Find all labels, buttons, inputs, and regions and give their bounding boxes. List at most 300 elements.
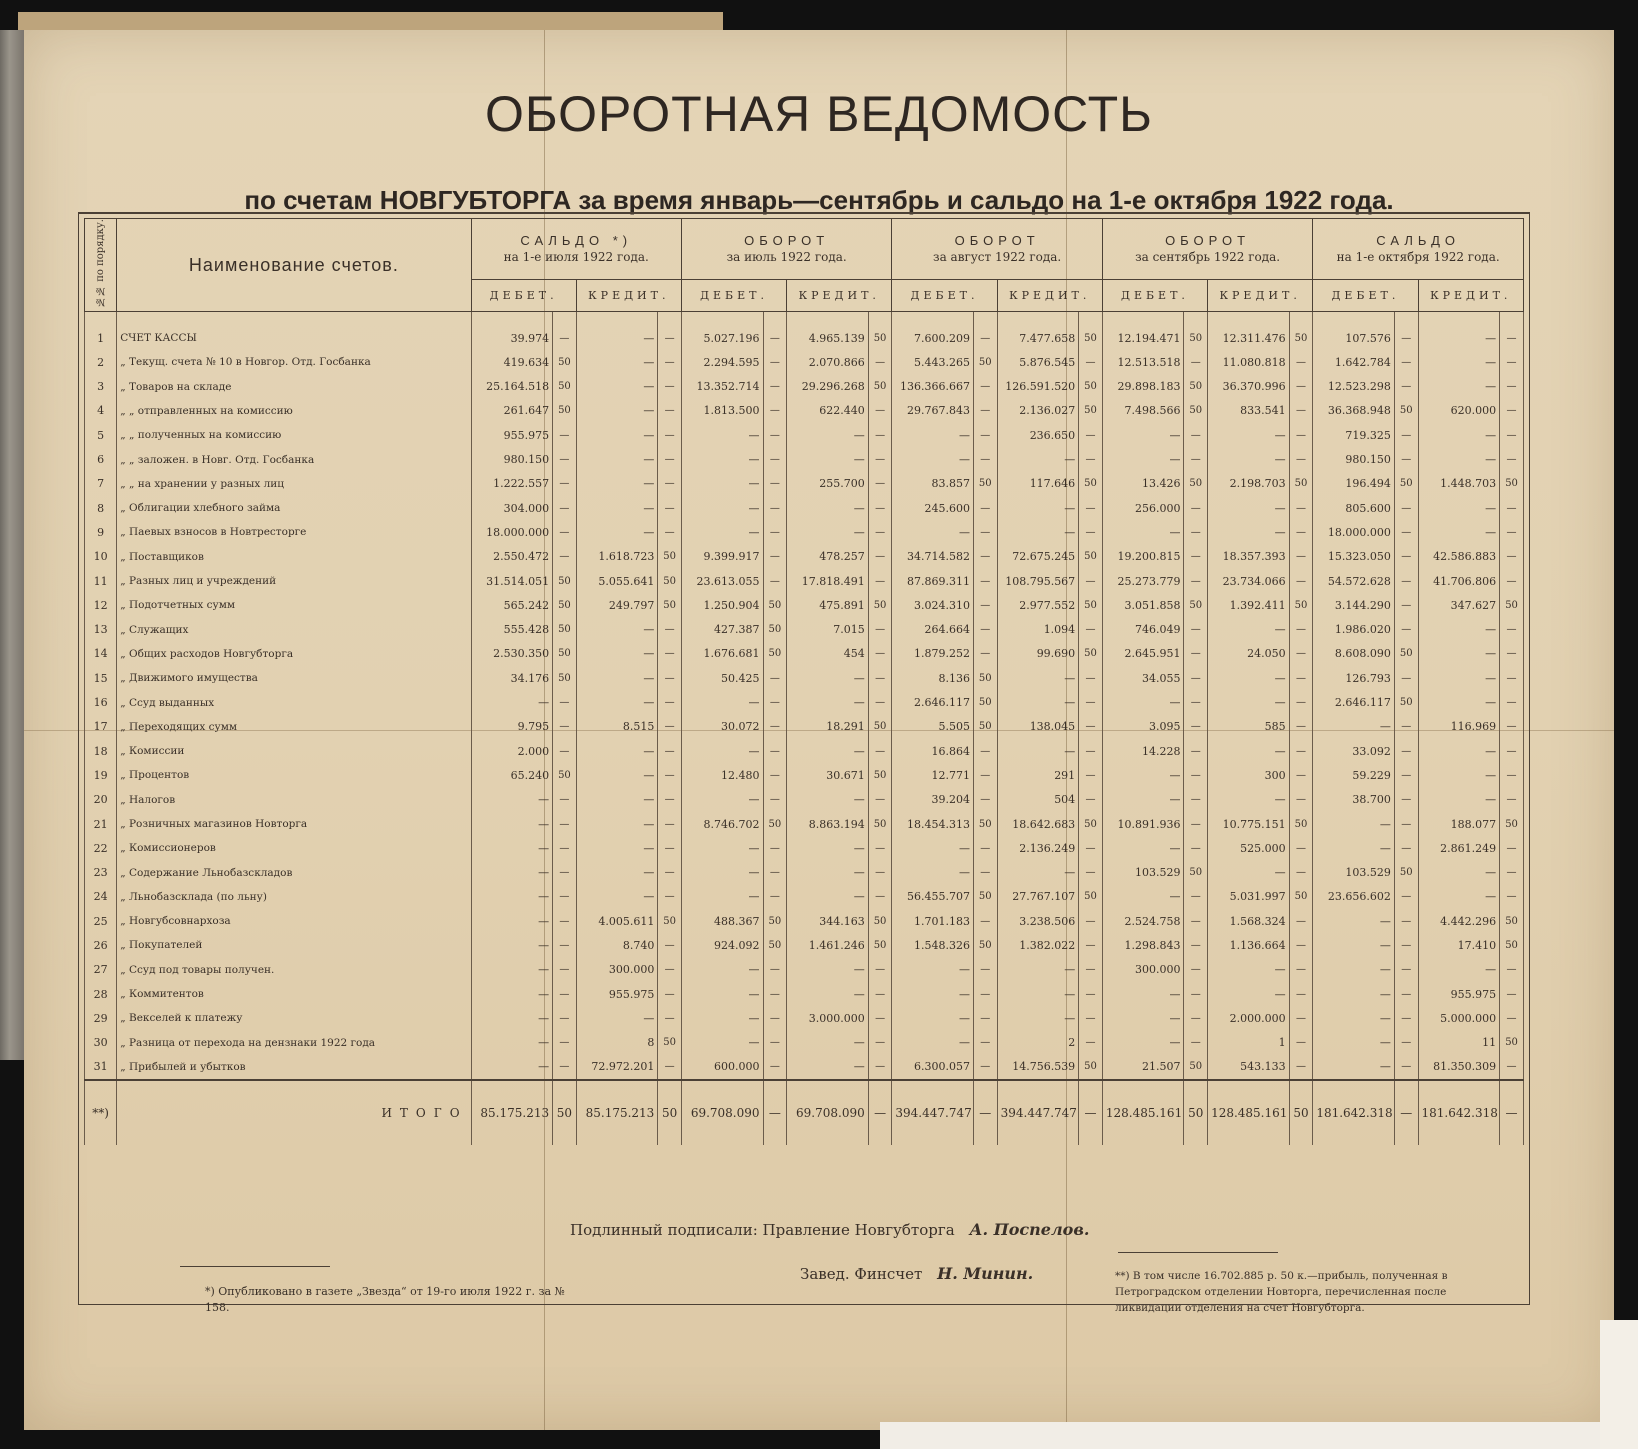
amount-cell: — — [1208, 666, 1290, 690]
amount-cell: 622.440 — [787, 399, 869, 423]
table-row — [85, 885, 1524, 909]
kopecks-cell: — — [973, 788, 997, 812]
amount-cell: 8.863.194 — [787, 812, 869, 836]
kopecks-cell: — — [1184, 423, 1208, 447]
kopecks-cell: 50 — [973, 933, 997, 957]
total-amount: 128.485.161 — [1102, 1080, 1184, 1145]
kopecks-cell: — — [1500, 1055, 1524, 1080]
kopecks-cell: — — [1289, 690, 1313, 714]
kopecks-cell: 50 — [553, 617, 577, 641]
amount-cell: 7.600.209 — [892, 326, 974, 350]
amount-cell: 1.382.022 — [997, 933, 1079, 957]
kopecks-cell: 50 — [868, 763, 892, 787]
kopecks-cell: — — [553, 812, 577, 836]
amount-cell: — — [1418, 520, 1500, 544]
kopecks-cell: — — [553, 520, 577, 544]
kopecks-cell: — — [1394, 1006, 1418, 1030]
kopecks-cell: — — [973, 860, 997, 884]
kopecks-cell: — — [1184, 545, 1208, 569]
amount-cell: — — [1313, 812, 1395, 836]
kopecks-cell: 50 — [763, 642, 787, 666]
kopecks-cell: — — [973, 569, 997, 593]
amount-cell: 54.572.628 — [1313, 569, 1395, 593]
amount-cell: — — [1313, 1006, 1395, 1030]
account-name: „ Разница от перехода на дензнаки 1922 года — [117, 1031, 471, 1055]
amount-cell: — — [1313, 958, 1395, 982]
table-row — [85, 1031, 1524, 1055]
kopecks-cell: 50 — [1500, 593, 1524, 617]
kopecks-cell: 50 — [658, 909, 682, 933]
amount-cell: — — [1208, 690, 1290, 714]
header-account-name: Наименование счетов. — [117, 219, 471, 312]
kopecks-cell: — — [1184, 617, 1208, 641]
kopecks-cell: — — [973, 375, 997, 399]
amount-cell: 1.676.681 — [681, 642, 763, 666]
kopecks-cell: — — [973, 982, 997, 1006]
amount-cell: 5.055.641 — [576, 569, 658, 593]
kopecks-cell: — — [868, 496, 892, 520]
amount-cell: — — [576, 399, 658, 423]
kopecks-cell: — — [1079, 860, 1103, 884]
signature-caption: Подлинный подписали: Правление Новгубторга — [570, 1221, 955, 1239]
kopecks-cell: — — [553, 472, 577, 496]
kopecks-cell: 50 — [1184, 593, 1208, 617]
amount-cell: — — [1102, 885, 1184, 909]
amount-cell: 108.795.567 — [997, 569, 1079, 593]
row-number: 14 — [85, 642, 117, 666]
kopecks-cell: — — [658, 739, 682, 763]
amount-cell: 1 — [1208, 1031, 1290, 1055]
kopecks-cell: — — [1394, 1055, 1418, 1080]
kopecks-cell: — — [658, 350, 682, 374]
amount-cell: 136.366.667 — [892, 375, 974, 399]
kopecks-cell: 50 — [553, 399, 577, 423]
amount-cell: 2.000 — [471, 739, 553, 763]
amount-cell: 2.550.472 — [471, 545, 553, 569]
amount-cell: — — [787, 885, 869, 909]
kopecks-cell: — — [1079, 666, 1103, 690]
amount-cell: 12.513.518 — [1102, 350, 1184, 374]
amount-cell: 1.813.500 — [681, 399, 763, 423]
kopecks-cell: — — [1289, 933, 1313, 957]
amount-cell: 565.242 — [471, 593, 553, 617]
amount-cell: 11.080.818 — [1208, 350, 1290, 374]
amount-cell: 117.646 — [997, 472, 1079, 496]
amount-cell: 2.000.000 — [1208, 1006, 1290, 1030]
kopecks-cell: — — [658, 836, 682, 860]
kopecks-cell: — — [1289, 788, 1313, 812]
amount-cell: — — [787, 666, 869, 690]
kopecks-cell: — — [1289, 715, 1313, 739]
kopecks-cell: — — [1394, 617, 1418, 641]
header-debit: ДЕБЕТ. — [1102, 280, 1207, 312]
amount-cell: 4.442.296 — [1418, 909, 1500, 933]
kopecks-cell: — — [1184, 569, 1208, 593]
amount-cell: — — [787, 788, 869, 812]
kopecks-cell: — — [868, 885, 892, 909]
amount-cell: — — [997, 690, 1079, 714]
table-row — [85, 860, 1524, 884]
kopecks-cell: 50 — [553, 593, 577, 617]
row-number: 6 — [85, 447, 117, 471]
amount-cell: 1.392.411 — [1208, 593, 1290, 617]
kopecks-cell: 50 — [1500, 472, 1524, 496]
amount-cell: — — [1208, 982, 1290, 1006]
amount-cell: 5.443.265 — [892, 350, 974, 374]
kopecks-cell: 50 — [1079, 375, 1103, 399]
kopecks-cell: — — [658, 520, 682, 544]
amount-cell: 72.972.201 — [576, 1055, 658, 1080]
header-debit: ДЕБЕТ. — [471, 280, 576, 312]
kopecks-cell: 50 — [1394, 399, 1418, 423]
kopecks-cell: — — [763, 836, 787, 860]
account-name: „ Налогов — [117, 788, 471, 812]
account-name: „ Розничных магазинов Новторга — [117, 812, 471, 836]
kopecks-cell: — — [658, 472, 682, 496]
account-name: „ Облигации хлебного займа — [117, 496, 471, 520]
table-row — [85, 399, 1524, 423]
kopecks-cell: 50 — [868, 715, 892, 739]
kopecks-cell: — — [658, 860, 682, 884]
amount-cell: 18.357.393 — [1208, 545, 1290, 569]
row-number: 12 — [85, 593, 117, 617]
amount-cell: — — [471, 690, 553, 714]
total-kopecks: — — [973, 1080, 997, 1145]
kopecks-cell: — — [1184, 763, 1208, 787]
kopecks-cell: — — [553, 788, 577, 812]
amount-cell: 8.608.090 — [1313, 642, 1395, 666]
kopecks-cell: — — [1079, 496, 1103, 520]
amount-cell: — — [997, 520, 1079, 544]
amount-cell: 504 — [997, 788, 1079, 812]
kopecks-cell: — — [763, 690, 787, 714]
kopecks-cell: 50 — [1289, 885, 1313, 909]
amount-cell: 196.494 — [1313, 472, 1395, 496]
kopecks-cell: 50 — [658, 593, 682, 617]
kopecks-cell: 50 — [553, 642, 577, 666]
amount-cell: 1.136.664 — [1208, 933, 1290, 957]
amount-cell: — — [681, 423, 763, 447]
amount-cell: 555.428 — [471, 617, 553, 641]
kopecks-cell: 50 — [1500, 933, 1524, 957]
amount-cell: 1.298.843 — [1102, 933, 1184, 957]
kopecks-cell: — — [1500, 496, 1524, 520]
kopecks-cell: 50 — [868, 593, 892, 617]
table-row — [85, 1006, 1524, 1030]
kopecks-cell: — — [763, 666, 787, 690]
amount-cell: — — [997, 447, 1079, 471]
amount-cell: 17.410 — [1418, 933, 1500, 957]
amount-cell: — — [1208, 423, 1290, 447]
amount-cell: — — [681, 1006, 763, 1030]
amount-cell: 36.370.996 — [1208, 375, 1290, 399]
amount-cell: — — [471, 885, 553, 909]
kopecks-cell: 50 — [1394, 642, 1418, 666]
amount-cell: 41.706.806 — [1418, 569, 1500, 593]
amount-cell: — — [681, 860, 763, 884]
amount-cell: 18.454.313 — [892, 812, 974, 836]
kopecks-cell: — — [1394, 715, 1418, 739]
amount-cell: 72.675.245 — [997, 545, 1079, 569]
kopecks-cell: 50 — [553, 350, 577, 374]
signature-board — [570, 1220, 1089, 1239]
amount-cell: — — [1102, 836, 1184, 860]
amount-cell: 3.144.290 — [1313, 593, 1395, 617]
amount-cell: 21.507 — [1102, 1055, 1184, 1080]
kopecks-cell: — — [1289, 545, 1313, 569]
amount-cell: — — [1418, 763, 1500, 787]
amount-cell: — — [892, 836, 974, 860]
account-name: „ Разных лиц и учреждений — [117, 569, 471, 593]
row-number: 29 — [85, 1006, 117, 1030]
account-name: „ Векселей к платежу — [117, 1006, 471, 1030]
amount-cell: — — [576, 423, 658, 447]
amount-cell: 300.000 — [576, 958, 658, 982]
amount-cell: — — [1418, 958, 1500, 982]
table-row — [85, 375, 1524, 399]
total-kopecks: — — [1079, 1080, 1103, 1145]
row-number: 17 — [85, 715, 117, 739]
amount-cell: 16.864 — [892, 739, 974, 763]
amount-cell: 138.045 — [997, 715, 1079, 739]
kopecks-cell: — — [763, 1055, 787, 1080]
kopecks-cell: — — [1079, 836, 1103, 860]
kopecks-cell: — — [553, 836, 577, 860]
kopecks-cell: — — [1289, 739, 1313, 763]
kopecks-cell: — — [763, 496, 787, 520]
table-row — [85, 836, 1524, 860]
amount-cell: 249.797 — [576, 593, 658, 617]
amount-cell: 116.969 — [1418, 715, 1500, 739]
kopecks-cell: — — [868, 569, 892, 593]
amount-cell: 344.163 — [787, 909, 869, 933]
kopecks-cell: — — [1079, 423, 1103, 447]
kopecks-cell: 50 — [553, 666, 577, 690]
kopecks-cell: — — [1184, 1031, 1208, 1055]
kopecks-cell: — — [1289, 520, 1313, 544]
kopecks-cell: 50 — [1184, 326, 1208, 350]
kopecks-cell: — — [658, 666, 682, 690]
kopecks-cell: — — [1394, 812, 1418, 836]
row-number: 7 — [85, 472, 117, 496]
amount-cell: — — [787, 447, 869, 471]
amount-cell: — — [576, 812, 658, 836]
kopecks-cell: — — [658, 763, 682, 787]
total-amount: 69.708.090 — [681, 1080, 763, 1145]
kopecks-cell: — — [1500, 569, 1524, 593]
amount-cell: — — [997, 860, 1079, 884]
account-name: „ Общих расходов Новгубторга — [117, 642, 471, 666]
kopecks-cell: — — [973, 958, 997, 982]
kopecks-cell: 50 — [973, 472, 997, 496]
kopecks-cell: — — [1500, 545, 1524, 569]
row-number: 13 — [85, 617, 117, 641]
kopecks-cell: 50 — [1289, 812, 1313, 836]
kopecks-cell: — — [868, 1031, 892, 1055]
kopecks-cell: — — [1184, 836, 1208, 860]
amount-cell: — — [1313, 1031, 1395, 1055]
kopecks-cell: 50 — [763, 593, 787, 617]
amount-cell: — — [681, 496, 763, 520]
kopecks-cell: — — [973, 617, 997, 641]
kopecks-cell: — — [1184, 666, 1208, 690]
kopecks-cell: 50 — [1500, 909, 1524, 933]
account-name: „ Комиссионеров — [117, 836, 471, 860]
amount-cell: — — [576, 375, 658, 399]
kopecks-cell: 50 — [763, 617, 787, 641]
kopecks-cell: — — [553, 909, 577, 933]
account-name: „ Комиссии — [117, 739, 471, 763]
account-name: „ Переходящих сумм — [117, 715, 471, 739]
amount-cell: — — [576, 666, 658, 690]
kopecks-cell: — — [1289, 423, 1313, 447]
row-number: 4 — [85, 399, 117, 423]
row-number: 3 — [85, 375, 117, 399]
table-row — [85, 909, 1524, 933]
kopecks-cell: — — [1289, 350, 1313, 374]
amount-cell: 525.000 — [1208, 836, 1290, 860]
amount-cell: 7.498.566 — [1102, 399, 1184, 423]
amount-cell: — — [1418, 739, 1500, 763]
kopecks-cell: — — [973, 1031, 997, 1055]
amount-cell: 5.505 — [892, 715, 974, 739]
amount-cell: — — [1418, 375, 1500, 399]
amount-cell: 27.767.107 — [997, 885, 1079, 909]
kopecks-cell: — — [553, 447, 577, 471]
kopecks-cell: — — [1289, 1031, 1313, 1055]
amount-cell: 1.461.246 — [787, 933, 869, 957]
signature-name: Н. Минин. — [937, 1264, 1034, 1283]
kopecks-cell: — — [973, 496, 997, 520]
kopecks-cell: — — [1289, 617, 1313, 641]
amount-cell: 5.027.196 — [681, 326, 763, 350]
amount-cell: — — [997, 1006, 1079, 1030]
amount-cell: — — [681, 982, 763, 1006]
kopecks-cell: — — [658, 1055, 682, 1080]
kopecks-cell: 50 — [1184, 472, 1208, 496]
amount-cell: — — [471, 812, 553, 836]
kopecks-cell: 50 — [973, 812, 997, 836]
turnover-table — [84, 218, 1524, 1145]
amount-cell: — — [576, 763, 658, 787]
kopecks-cell: — — [868, 860, 892, 884]
amount-cell: 12.311.476 — [1208, 326, 1290, 350]
table-row — [85, 569, 1524, 593]
kopecks-cell: 50 — [658, 569, 682, 593]
amount-cell: — — [681, 472, 763, 496]
amount-cell: — — [1208, 739, 1290, 763]
header-group: ОБОРОТ за июль 1922 года. — [681, 219, 891, 280]
amount-cell: — — [787, 520, 869, 544]
amount-cell: 188.077 — [1418, 812, 1500, 836]
account-name: „ Новгубсовнархоза — [117, 909, 471, 933]
kopecks-cell: — — [868, 423, 892, 447]
amount-cell: 600.000 — [681, 1055, 763, 1080]
amount-cell: — — [892, 1006, 974, 1030]
account-name: „ Товаров на складе — [117, 375, 471, 399]
signature-name: А. Поспелов. — [969, 1220, 1090, 1239]
amount-cell: — — [576, 472, 658, 496]
amount-cell: — — [1208, 447, 1290, 471]
kopecks-cell: — — [1184, 447, 1208, 471]
kopecks-cell: — — [1500, 763, 1524, 787]
amount-cell: 126.793 — [1313, 666, 1395, 690]
kopecks-cell: — — [868, 739, 892, 763]
kopecks-cell: — — [553, 739, 577, 763]
amount-cell: 59.229 — [1313, 763, 1395, 787]
kopecks-cell: 50 — [1079, 399, 1103, 423]
kopecks-cell: — — [1184, 739, 1208, 763]
kopecks-cell: — — [1289, 375, 1313, 399]
total-kopecks: — — [1394, 1080, 1418, 1145]
kopecks-cell: 50 — [973, 885, 997, 909]
amount-cell: 3.238.506 — [997, 909, 1079, 933]
amount-cell: — — [1418, 423, 1500, 447]
kopecks-cell: 50 — [1079, 326, 1103, 350]
account-name: „ Процентов — [117, 763, 471, 787]
amount-cell: — — [681, 520, 763, 544]
kopecks-cell: — — [553, 1006, 577, 1030]
kopecks-cell: — — [868, 1006, 892, 1030]
kopecks-cell: — — [1394, 520, 1418, 544]
total-kopecks: — — [868, 1080, 892, 1145]
kopecks-cell: — — [763, 982, 787, 1006]
kopecks-cell: — — [1289, 836, 1313, 860]
kopecks-cell: — — [868, 350, 892, 374]
kopecks-cell: — — [1289, 642, 1313, 666]
header-credit: КРЕДИТ. — [787, 280, 892, 312]
row-number: 24 — [85, 885, 117, 909]
amount-cell: 261.647 — [471, 399, 553, 423]
table-row — [85, 715, 1524, 739]
amount-cell: 833.541 — [1208, 399, 1290, 423]
kopecks-cell: 50 — [1079, 472, 1103, 496]
total-kopecks: — — [1500, 1080, 1524, 1145]
amount-cell: 103.529 — [1313, 860, 1395, 884]
amount-cell: — — [576, 860, 658, 884]
row-number: 9 — [85, 520, 117, 544]
kopecks-cell: — — [1500, 375, 1524, 399]
kopecks-cell: — — [658, 642, 682, 666]
amount-cell: 3.000.000 — [787, 1006, 869, 1030]
amount-cell: — — [1102, 690, 1184, 714]
total-amount: 181.642.318 — [1418, 1080, 1500, 1145]
amount-cell: — — [681, 1031, 763, 1055]
amount-cell: — — [471, 1031, 553, 1055]
amount-cell: — — [1208, 496, 1290, 520]
kopecks-cell: — — [1289, 958, 1313, 982]
account-name: „ „ заложен. в Новг. Отд. Госбанка — [117, 447, 471, 471]
kopecks-cell: 50 — [1289, 326, 1313, 350]
kopecks-cell: — — [1394, 1031, 1418, 1055]
kopecks-cell: 50 — [1079, 593, 1103, 617]
kopecks-cell: — — [1289, 496, 1313, 520]
row-number: 25 — [85, 909, 117, 933]
amount-cell: — — [681, 739, 763, 763]
amount-cell: — — [1418, 447, 1500, 471]
kopecks-cell: — — [1500, 958, 1524, 982]
total-row — [85, 1080, 1524, 1145]
amount-cell: 8.136 — [892, 666, 974, 690]
kopecks-cell: — — [1184, 350, 1208, 374]
kopecks-cell: — — [1500, 617, 1524, 641]
account-name: „ „ отправленных на комиссию — [117, 399, 471, 423]
kopecks-cell: — — [763, 958, 787, 982]
kopecks-cell: — — [1079, 739, 1103, 763]
row-number: 20 — [85, 788, 117, 812]
amount-cell: 475.891 — [787, 593, 869, 617]
amount-cell: 18.291 — [787, 715, 869, 739]
